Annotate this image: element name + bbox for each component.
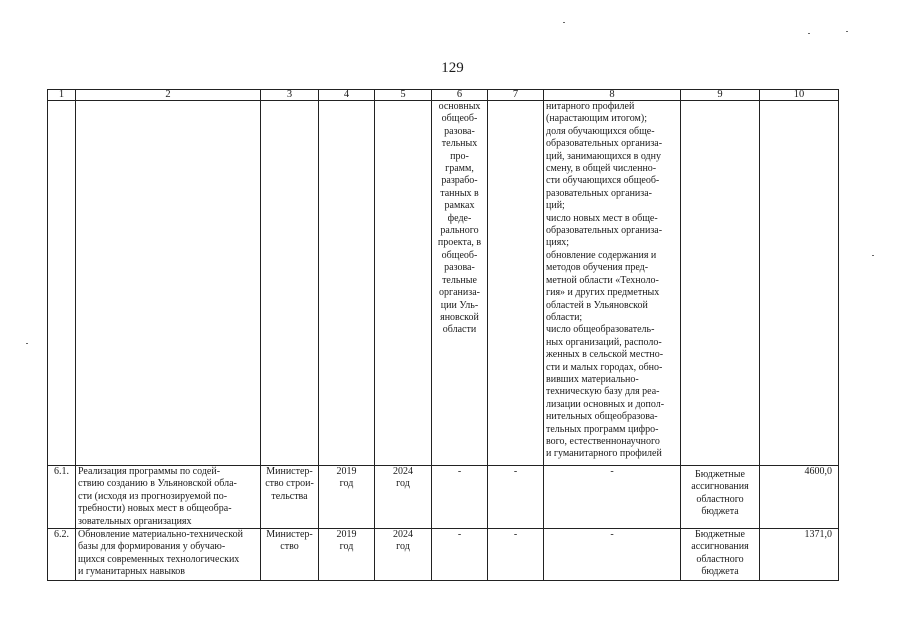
col8-value: - [544,529,681,581]
text-line: рамках [444,200,475,212]
scan-speck [872,255,874,256]
text-line: рального [440,225,479,237]
text-line: разовательных организа- [546,187,652,199]
table-row [48,466,839,529]
end-year [375,466,432,529]
start-year [319,466,375,529]
text-line: разова- [444,125,475,137]
measure-title [76,529,261,581]
text-line: про- [450,150,469,162]
text-line: техническую базу для реа- [546,386,660,398]
text-line: методов обучения пред- [546,262,649,274]
scan-speck [563,22,565,23]
executor [261,466,319,529]
text-line: ций; [546,200,565,212]
header-cell-3: 3 [261,90,319,101]
text-line: Министер- [266,466,313,477]
text-line: и гуманитарных навыков [78,566,186,578]
text-line: Бюджетные [695,529,745,541]
header-row [48,90,839,101]
measures-table [47,89,839,581]
text-line: число общеобразователь- [546,324,655,336]
header-cell-10: 10 [760,90,839,101]
text-line: сти и малых городах, обно- [546,361,663,373]
text-line: тельных [441,138,478,150]
table-row [48,529,839,581]
text-line: тельства [271,490,308,502]
text-line: Бюджетные [695,469,745,480]
text-line: Реализация программы по содей- [78,466,221,477]
executor [261,529,319,581]
text-line: зовательных организациях [78,515,192,527]
header-cell-7: 7 [488,90,544,101]
text-line: областного [696,493,744,505]
text-line: образовательных организа- [546,225,663,237]
text-line: 2024 [393,466,413,477]
text-line: ство [280,541,299,553]
header-cell-6: 6 [432,90,488,101]
text-line: и гуманитарного профилей [546,448,662,460]
text-line: феде- [447,212,472,224]
text-line: ствию созданию в Ульяновской обла- [78,478,237,490]
text-line: щихся современных технологических [78,553,240,565]
text-line: основных [438,101,481,112]
funding-amount: 1371,0 [760,529,839,581]
scan-speck [846,31,848,32]
text-line: нитарного профилей [546,101,635,112]
text-line: образовательных организа- [546,138,663,150]
text-line: 2019 [336,529,357,541]
scan-speck [808,33,810,34]
header-cell-4: 4 [319,90,375,101]
text-line: базы для формирования у обучаю- [78,541,226,553]
text-line: Министер- [266,529,313,541]
text-line: смену, в общей численно- [546,163,657,175]
header-cell-9: 9 [681,90,760,101]
text-line: разрабо- [441,175,478,187]
text-line: обновление содержания и [546,249,657,261]
row-number: 6.1. [48,466,76,529]
text-line: год [396,478,410,490]
goal-indicator-cell [432,101,488,466]
text-line: требности) новых мест в общеобра- [78,503,232,515]
end-year [375,529,432,581]
text-line: Обновление материально-технической [78,529,243,541]
text-line: тельные [442,274,477,286]
start-year [319,529,375,581]
header-cell-5: 5 [375,90,432,101]
header-cell-2: 2 [76,90,261,101]
text-line: 2019 [336,466,357,477]
col7-value: - [488,529,544,581]
measure-title [76,466,261,529]
text-line: 2024 [393,529,413,541]
text-line: ных организаций, располо- [546,336,662,348]
text-line: общеоб- [441,249,478,261]
text-line: тельных программ цифро- [546,423,659,435]
text-line: организа- [439,287,480,299]
text-line: грамм, [445,163,474,175]
text-line: ции Уль- [440,299,479,311]
col6-value: - [432,529,488,581]
continuation-row [48,101,839,466]
text-line: сти (исходя из прогнозируемой по- [78,490,228,502]
text-line: области; [546,311,583,323]
text-line: гия» и других предметных [546,287,660,299]
text-line: нительных общеобразова- [546,411,658,423]
text-line: циях; [546,237,570,249]
funding-source [681,466,760,529]
text-line: число новых мест в обще- [546,212,658,224]
scan-speck [26,343,28,344]
text-line: вого, естественнонаучного [546,435,660,447]
text-line: ций, занимающихся в одну [546,150,661,162]
text-line: доля обучающихся обще- [546,125,655,137]
text-line: ассигнования [691,541,749,553]
text-line: яновской [440,311,479,323]
text-line: областного [696,553,744,565]
text-line: лизации основных и допол- [546,398,665,410]
text-line: женных в сельской местно- [546,349,664,361]
text-line: проекта, в [437,237,482,249]
text-line: год [339,541,354,553]
header-cell-1: 1 [48,90,76,101]
text-line: метной области «Техноло- [546,274,659,286]
indicator-list-cell [544,101,681,466]
funding-amount: 4600,0 [760,466,839,529]
text-line: областей в Ульяновской [546,299,648,311]
text-line: разова- [444,262,475,274]
text-line: год [339,478,354,490]
page-number: 129 [441,60,464,76]
col8-value: - [544,466,681,529]
header-cell-8: 8 [544,90,681,101]
text-line: вивших материально- [546,373,639,385]
text-line: общеоб- [441,113,478,125]
text-line: ассигнования [691,481,749,493]
text-line: бюджета [701,506,739,518]
text-line: бюджета [701,566,739,578]
col6-value: - [432,466,488,529]
text-line: ство строи- [265,478,314,490]
text-line: сти обучающихся общеоб- [546,175,660,187]
text-line: танных в [440,187,479,199]
text-line: (нарастающим итогом); [546,113,647,125]
row-number: 6.2. [48,529,76,581]
text-line: год [396,541,410,553]
col7-value: - [488,466,544,529]
text-line: области [442,324,477,336]
funding-source [681,529,760,581]
